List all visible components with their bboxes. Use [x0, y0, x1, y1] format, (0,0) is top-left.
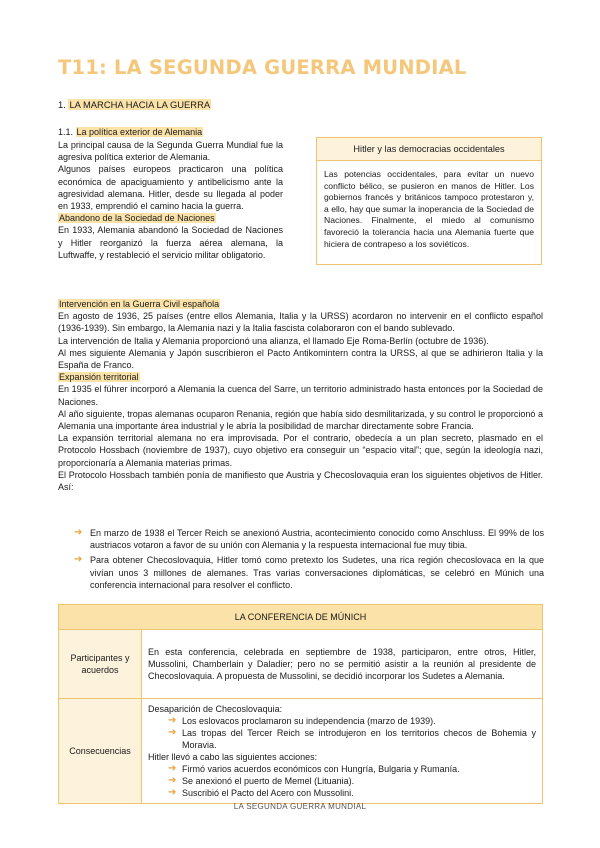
- expansion-paragraph: La expansión territorial alemana no era improvisada. Por el contrario, obedecía a un plan secreto, plasmado en el Protocolo Hossbach (noviembre de 1937), cuyo objetivo era conseguir un “espacio vital”; que, según la ideología nazi, proporcionaría a Alemania materias primas.: [58, 433, 543, 468]
- intro-text: [58, 139, 283, 261]
- intervencion-paragraph: Al mes siguiente Alemania y Japón suscribieron el Pacto Antikomintern contra la URSS, al que se adhirieron Italia y la España de Franco.: [58, 347, 543, 371]
- subsection-heading: [58, 126, 203, 138]
- participantes-text: En esta conferencia, celebrada en septiembre de 1938, participaron, entre otros, Hitler, Mussolini, Chamberlain y Daladier; pero no se permitió asistir a la reunión al presidente de Checoslovaquia. A propuesta de Mussolini, se decidió incorporar los Sudetes a Alemania.: [142, 630, 543, 699]
- sidebox-heading: Hitler y las democracias occidentales: [317, 138, 541, 161]
- intervencion-heading: Intervención en la Guerra Civil española: [59, 299, 220, 309]
- intervencion-paragraph: La intervención de Italia y Alemania proporcionó una alianza, el llamado Eje Roma-Berlín (octubre de 1936).: [58, 335, 489, 346]
- arrow-right-icon: ➔: [168, 787, 177, 798]
- arrow-right-icon: ➔: [168, 727, 177, 738]
- intro-paragraph: La principal causa de la Segunda Guerra Mundial fue la agresiva política exterior de Alemania.: [58, 140, 283, 163]
- arrow-right-icon: ➔: [168, 763, 177, 774]
- arrow-right-icon: ➔: [168, 775, 177, 786]
- conference-table: [58, 604, 543, 804]
- abandono-heading: Abandono de la Sociedad de Naciones: [59, 213, 215, 224]
- expansion-paragraph: En 1935 el führer incorporó a Alemania la cuenca del Sarre, un territorio administrado hasta entonces por la Sociedad de Naciones.: [58, 384, 543, 407]
- main-text: [58, 298, 543, 493]
- list-item: ➔ Firmó varios acuerdos económicos con Hungría, Bulgaria y Rumanía.: [168, 763, 460, 774]
- expansion-heading: Expansión territorial: [59, 372, 139, 383]
- acciones-heading: Hitler llevó a cabo las siguientes acciones:: [148, 752, 318, 762]
- page-title: T11: LA SEGUNDA GUERRA MUNDIAL: [58, 56, 467, 79]
- arrow-right-icon: ➔: [74, 527, 83, 538]
- section-number: 1.: [58, 99, 66, 110]
- arrow-right-icon: ➔: [168, 715, 177, 726]
- list-item: ➔ Los eslovacos proclamaron su independencia (marzo de 1939).: [168, 715, 436, 726]
- desaparicion-heading: Desaparición de Checoslovaquia:: [148, 704, 283, 714]
- list-item: ➔ Para obtener Checoslovaquia, Hitler tomó como pretexto los Sudetes, una rica región checoslovaca en la que vivían unos 3 millones de alemanes. Tras varias conversaciones diplomáticas, se celebró en Múnich una conferencia internacional para resolver el conflicto.: [74, 554, 544, 590]
- arrow-right-icon: ➔: [74, 554, 83, 566]
- consecuencias-label: Consecuencias: [59, 699, 142, 804]
- expansion-paragraph: El Protocolo Hossbach también ponía de manifiesto que Austria y Checoslovaquia eran los siguientes objetivos de Hitler. Así:: [58, 469, 543, 493]
- sidebox-text: Las potencias occidentales, para evitar un nuevo conflicto bélico, se pusieron en manos de Hitler. Los gobiernos francés y británicos tampoco protestaron y, a ello, hay que sumar la inoperancia de la Sociedad de Naciones. Finalmente, el miedo al comunismo favoreció la tolerancia hacia una Alemania fuerte que hiciera de contrapeso a los soviéticos.: [324, 169, 534, 249]
- abandono-text: En 1933, Alemania abandonó la Sociedad de Naciones y Hitler reorganizó la fuerza aérea alemana, la Luftwaffe, y restableció el servicio militar obligatorio.: [58, 225, 283, 260]
- expansion-bullet-list: [74, 527, 544, 594]
- intro-paragraph: Algunos países europeos practicaron una política económica de apaciguamiento y antibelicismo ante la agresividad alemana. Hitler, desde su llegada al poder en 1933, emprendió el camino hacia la guerra.: [58, 164, 283, 212]
- consecuencias-cell: [142, 699, 543, 804]
- sidebox-hitler-democracias: [316, 137, 542, 265]
- desaparicion-list: [148, 715, 536, 751]
- participantes-label: Participantes y acuerdos: [59, 630, 142, 699]
- list-item: ➔ En marzo de 1938 el Tercer Reich se anexionó Austria, acontecimiento conocido como Anschluss. El 99% de los austriacos votaron a favor de su unión con Alemania y la respuesta internacional fue muy tibia.: [74, 527, 544, 551]
- section-heading: [58, 99, 211, 110]
- conference-heading: LA CONFERENCIA DE MÚNICH: [59, 605, 543, 630]
- subsection-title: La política exterior de Alemania: [76, 127, 203, 137]
- list-item: ➔ Se anexionó el puerto de Memel (Lituania).: [168, 775, 355, 786]
- intervencion-paragraph: En agosto de 1936, 25 países (entre ellos Alemania, Italia y la URSS) acordaron no intervenir en el conflicto español (1936-1939). Sin embargo, la Alemania nazi y la Italia fascista colaboraron con el bando sublevado.: [58, 311, 543, 334]
- section-title: LA MARCHA HACIA LA GUERRA: [69, 99, 211, 110]
- list-item: ➔ Suscribió el Pacto del Acero con Mussolini.: [168, 787, 354, 798]
- subsection-number: 1.1.: [58, 127, 74, 137]
- expansion-paragraph: Al año siguiente, tropas alemanas ocuparon Renania, región que había sido desmilitarizada, y su control le proporcionó a Alemania una importante área industrial y le abría la posibilidad de marchar directamente sobre Francia.: [58, 408, 543, 432]
- page-footer: LA SEGUNDA GUERRA MUNDIAL: [233, 802, 367, 811]
- acciones-list: [148, 763, 536, 799]
- list-item: ➔ Las tropas del Tercer Reich se introdujeron en los territorios checos de Bohemia y Moravia.: [168, 727, 536, 750]
